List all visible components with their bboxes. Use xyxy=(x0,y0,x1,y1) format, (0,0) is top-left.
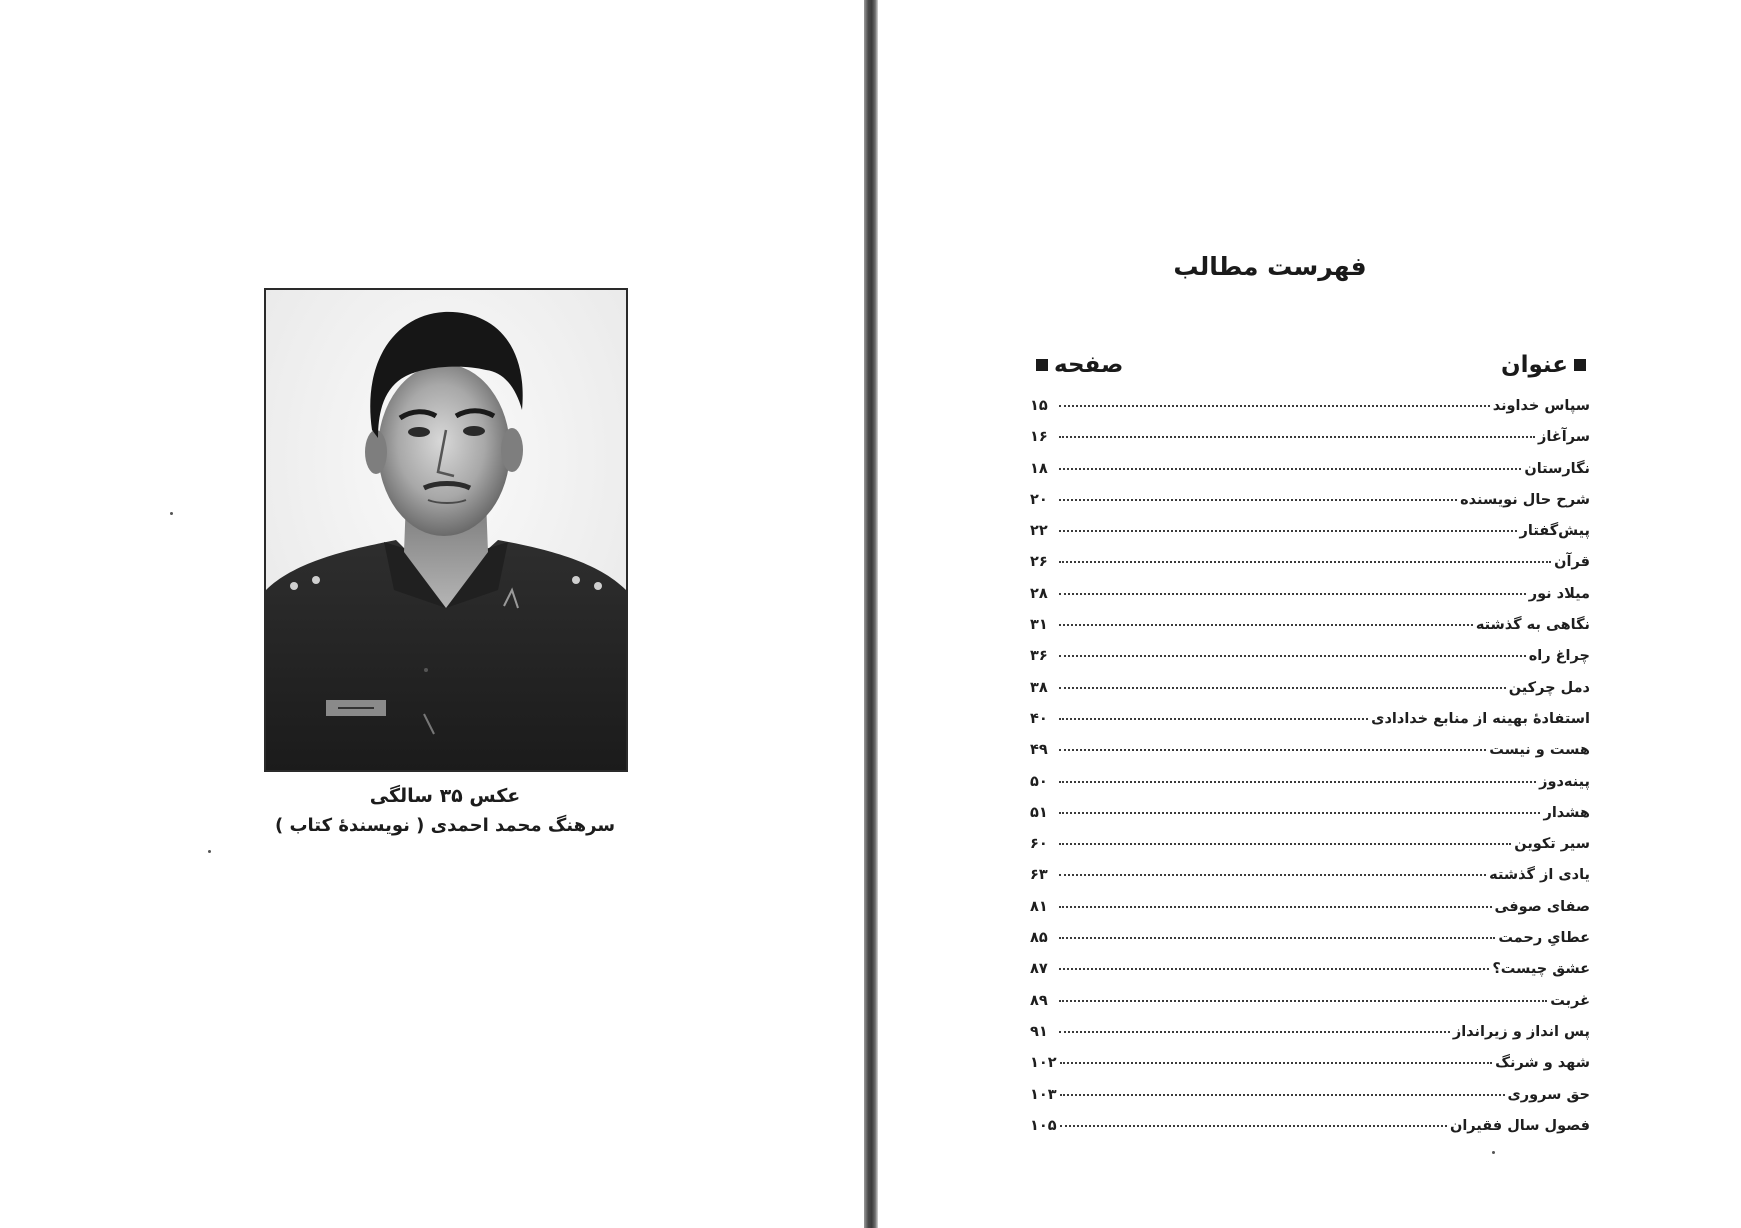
toc-entry-title: هست و نیست xyxy=(1489,742,1590,759)
toc-entry-page: ۲۶ xyxy=(1030,554,1048,571)
toc-title: فهرست مطالب xyxy=(1173,252,1367,281)
toc-entry-title: سپاس خداوند xyxy=(1492,398,1590,414)
leader-dots xyxy=(1059,1000,1547,1002)
scan-speck xyxy=(208,850,211,853)
toc-entry-title: صفای صوفی xyxy=(1494,898,1590,915)
leader-dots xyxy=(1059,906,1492,908)
toc-entry-title: عشق چیست؟ xyxy=(1492,961,1590,978)
toc-header-title-label: عنوان xyxy=(1500,352,1568,378)
toc-entry[interactable] xyxy=(1030,680,1590,711)
toc-entry-page: ۳۶ xyxy=(1030,648,1048,665)
toc-entry-title: سرآغاز xyxy=(1538,429,1590,446)
toc-entry-title: عطایِ رحمت xyxy=(1498,930,1590,947)
toc-entry-page: ۶۳ xyxy=(1030,867,1048,884)
photo-caption-subtitle: سرهنگ محمد احمدی ( نویسندهٔ کتاب ) xyxy=(274,815,616,836)
toc-entry-page: ۳۸ xyxy=(1030,679,1048,696)
toc-entry-title: پیش‌گفتار xyxy=(1519,523,1590,540)
toc-entry[interactable] xyxy=(1030,554,1590,585)
toc-header-page xyxy=(1030,352,1123,378)
toc-entry-page: ۲۸ xyxy=(1030,585,1048,602)
leader-dots xyxy=(1059,624,1473,626)
toc-list xyxy=(1030,398,1590,1149)
toc-entry-title: نگارستان xyxy=(1524,460,1590,477)
toc-entry[interactable] xyxy=(1030,961,1590,992)
toc-entry-title: فصول سال فقیران xyxy=(1449,1117,1590,1134)
toc-entry[interactable] xyxy=(1030,461,1590,492)
toc-entry-title: نگاهی به گذشته xyxy=(1475,617,1590,634)
toc-entry-page: ۱۸ xyxy=(1030,460,1048,477)
toc-entry-title: شهد و شرنگ xyxy=(1495,1055,1590,1072)
toc-entry-page: ۱۰۳ xyxy=(1030,1086,1057,1103)
toc-entry[interactable] xyxy=(1030,429,1590,460)
toc-entry-page: ۸۹ xyxy=(1030,992,1048,1009)
leader-dots xyxy=(1059,593,1526,595)
toc-entry-title: پینه‌دوز xyxy=(1539,773,1590,790)
photo-caption-title: عکس ۳۵ سالگی xyxy=(369,785,521,807)
leader-dots xyxy=(1060,1125,1447,1127)
toc-entry-page: ۵۰ xyxy=(1030,773,1048,790)
toc-header-title xyxy=(1501,352,1592,378)
leader-dots xyxy=(1059,749,1486,751)
toc-entry[interactable] xyxy=(1030,648,1590,679)
author-portrait xyxy=(264,288,628,772)
toc-entry[interactable] xyxy=(1030,617,1590,648)
leader-dots xyxy=(1059,812,1540,814)
leader-dots xyxy=(1059,874,1486,876)
toc-entry[interactable] xyxy=(1030,742,1590,773)
toc-entry[interactable] xyxy=(1030,1055,1590,1086)
toc-entry-title: یادی از گذشته xyxy=(1489,867,1590,884)
toc-entry-page: ۴۹ xyxy=(1030,742,1048,759)
portrait-image xyxy=(266,290,626,770)
leader-dots xyxy=(1059,1031,1450,1033)
toc-entry-page: ۶۰ xyxy=(1030,836,1048,853)
toc-entry[interactable] xyxy=(1030,774,1590,805)
leader-dots xyxy=(1059,937,1495,939)
book-spine xyxy=(864,0,878,1228)
toc-entry[interactable] xyxy=(1030,899,1590,930)
toc-header-page-label: صفحه xyxy=(1054,352,1124,378)
toc-entry-page: ۱۰۵ xyxy=(1030,1117,1057,1134)
leader-dots xyxy=(1059,561,1551,563)
toc-entry-title: حق سروری xyxy=(1507,1086,1590,1103)
toc-entry[interactable] xyxy=(1030,993,1590,1024)
toc-entry[interactable] xyxy=(1030,523,1590,554)
toc-entry[interactable] xyxy=(1030,930,1590,961)
toc-entry-title: میلاد نور xyxy=(1528,585,1590,602)
leader-dots xyxy=(1059,530,1517,532)
toc-entry-title: پس انداز و زیرانداز xyxy=(1452,1023,1590,1040)
toc-entry-title: هشدار xyxy=(1543,804,1590,821)
toc-header xyxy=(1030,352,1592,388)
toc-entry-page: ۵۱ xyxy=(1030,804,1048,821)
toc-entry[interactable] xyxy=(1030,398,1590,429)
scan-speck xyxy=(1492,1151,1495,1154)
toc-entry-page: ۱۵ xyxy=(1030,398,1048,414)
toc-entry-title: استفادهٔ بهینه از منابع خدادادی xyxy=(1371,710,1590,727)
toc-entry-page: ۸۵ xyxy=(1030,930,1048,947)
scan-speck xyxy=(170,512,173,515)
leader-dots xyxy=(1060,1094,1505,1096)
toc-entry[interactable] xyxy=(1030,1087,1590,1118)
toc-entry-page: ۲۰ xyxy=(1030,491,1048,508)
leader-dots xyxy=(1059,968,1489,970)
leader-dots xyxy=(1059,468,1521,470)
toc-entry-title: سیر تکوین xyxy=(1514,836,1590,853)
leader-dots xyxy=(1059,781,1536,783)
toc-entry-title: دمل چرکین xyxy=(1508,679,1590,696)
toc-entry-title: قرآن xyxy=(1554,554,1590,571)
toc-entry-page: ۱۰۲ xyxy=(1030,1055,1057,1072)
toc-entry[interactable] xyxy=(1030,836,1590,867)
toc-entry[interactable] xyxy=(1030,1024,1590,1055)
square-bullet-icon xyxy=(1574,359,1586,371)
leader-dots xyxy=(1059,718,1368,720)
toc-entry[interactable] xyxy=(1030,711,1590,742)
toc-entry-page: ۸۱ xyxy=(1030,898,1048,915)
leader-dots xyxy=(1059,655,1526,657)
toc-entry[interactable] xyxy=(1030,1118,1590,1149)
leader-dots xyxy=(1059,405,1490,407)
toc-entry[interactable] xyxy=(1030,586,1590,617)
leader-dots xyxy=(1059,436,1535,438)
toc-entry-page: ۹۱ xyxy=(1030,1023,1048,1040)
toc-entry-page: ۲۲ xyxy=(1030,523,1048,540)
leader-dots xyxy=(1060,1062,1493,1064)
toc-entry-page: ۴۰ xyxy=(1030,710,1048,727)
toc-entry[interactable] xyxy=(1030,867,1590,898)
toc-entry-page: ۸۷ xyxy=(1030,961,1048,978)
toc-entry-title: چراغ راه xyxy=(1528,648,1590,665)
toc-entry-page: ۳۱ xyxy=(1030,617,1048,634)
toc-entry[interactable] xyxy=(1030,492,1590,523)
leader-dots xyxy=(1059,687,1506,689)
toc-entry-title: غربت xyxy=(1550,992,1590,1009)
square-bullet-icon xyxy=(1036,359,1048,371)
toc-entry-page: ۱۶ xyxy=(1030,429,1048,446)
toc-entry-title: شرح حال نویسنده xyxy=(1460,491,1590,508)
leader-dots xyxy=(1059,843,1511,845)
toc-entry[interactable] xyxy=(1030,805,1590,836)
leader-dots xyxy=(1059,499,1457,501)
